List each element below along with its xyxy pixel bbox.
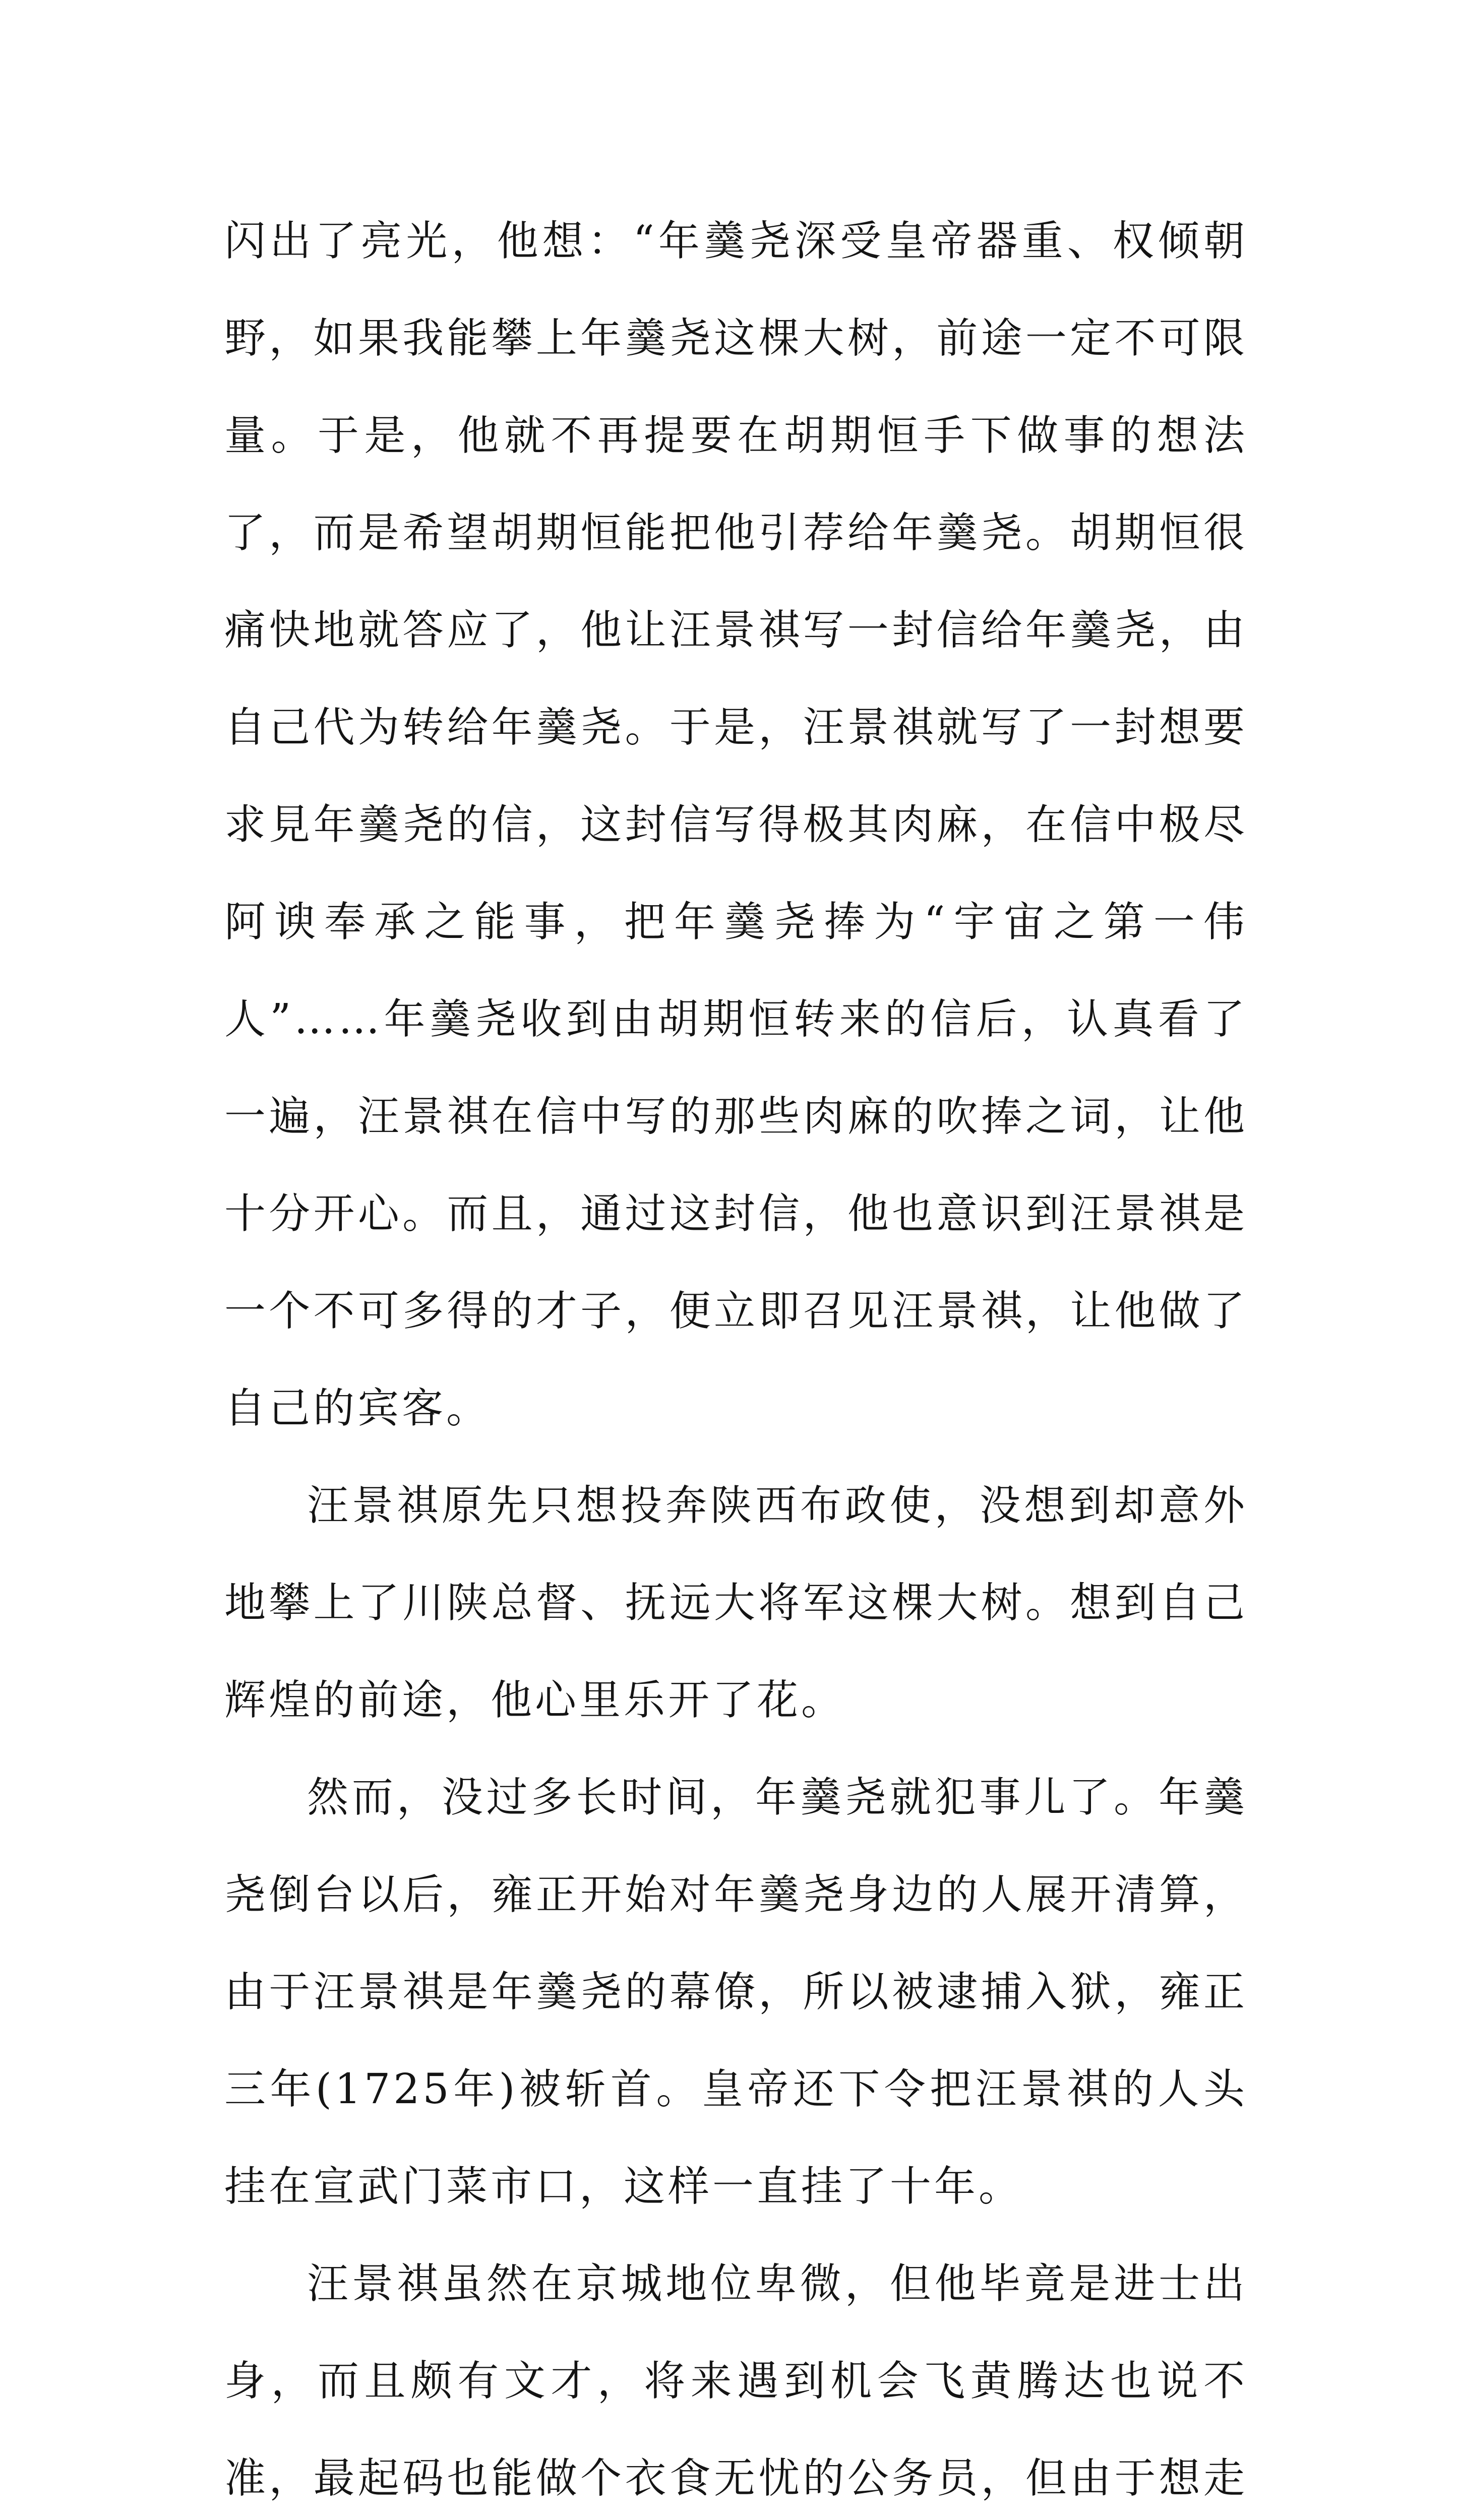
paragraph-1: 闪出了亮光，他想：“年羹尧深受皇帝器重、权倾朝野，如果我能攀上年羹尧这棵大树，前途一定不可限量。于是，他就不再提要在胡期恒手下做事的想法了，而是希望胡期恒能把他引荐给年羹尧。胡期恒很痛快地就答应了，他让汪景祺写一封信给年羹尧，由自己代为转给年羹尧。于是，汪景祺就写了一封想要求見年羹尧的信，这封信写得极其肉麻，在信中极尽阿谀奉承之能事，把年羹尧捧为“宇宙之第一伟人”……年羹尧收到由胡期恒转来的信后，认真看了一遍，汪景祺在信中写的那些肉麻的吹捧之词，让他十分开心。而且，通过这封信，他也意识到汪景祺是一个不可多得的才子，便立即召见汪景祺，让他做了自己的宾客。 <box>224 217 1248 1432</box>
paragraph-2: 汪景祺原先只想投奔陕西布政使，没想到却意外地攀上了川陕总督、抚远大将军这棵大树。想到自己辉煌的前途，他心里乐开了花。 <box>224 1482 1248 1724</box>
paragraph-3: 然而，没过多长时间，年羹尧就犯事儿了。年羹尧倒台以后，雍正开始对年羹尧身边的人展开清算，由于汪景祺是年羹尧的幕僚，所以被逮捕入狱，雍正三年(1725年)被斩首。皇帝还下令把汪景祺的人头挂在宣武门菜市口，这样一直挂了十年。 <box>224 1774 1248 2211</box>
paragraph-4: 汪景祺虽然在京城地位卑微，但他毕竟是进士出身，而且颇有文才，将来遇到机会飞黄腾达也说不准，最起码也能做个衣食无忧的公务员，但由于想走 <box>224 2260 1248 2502</box>
body-text <box>224 193 1248 2520</box>
